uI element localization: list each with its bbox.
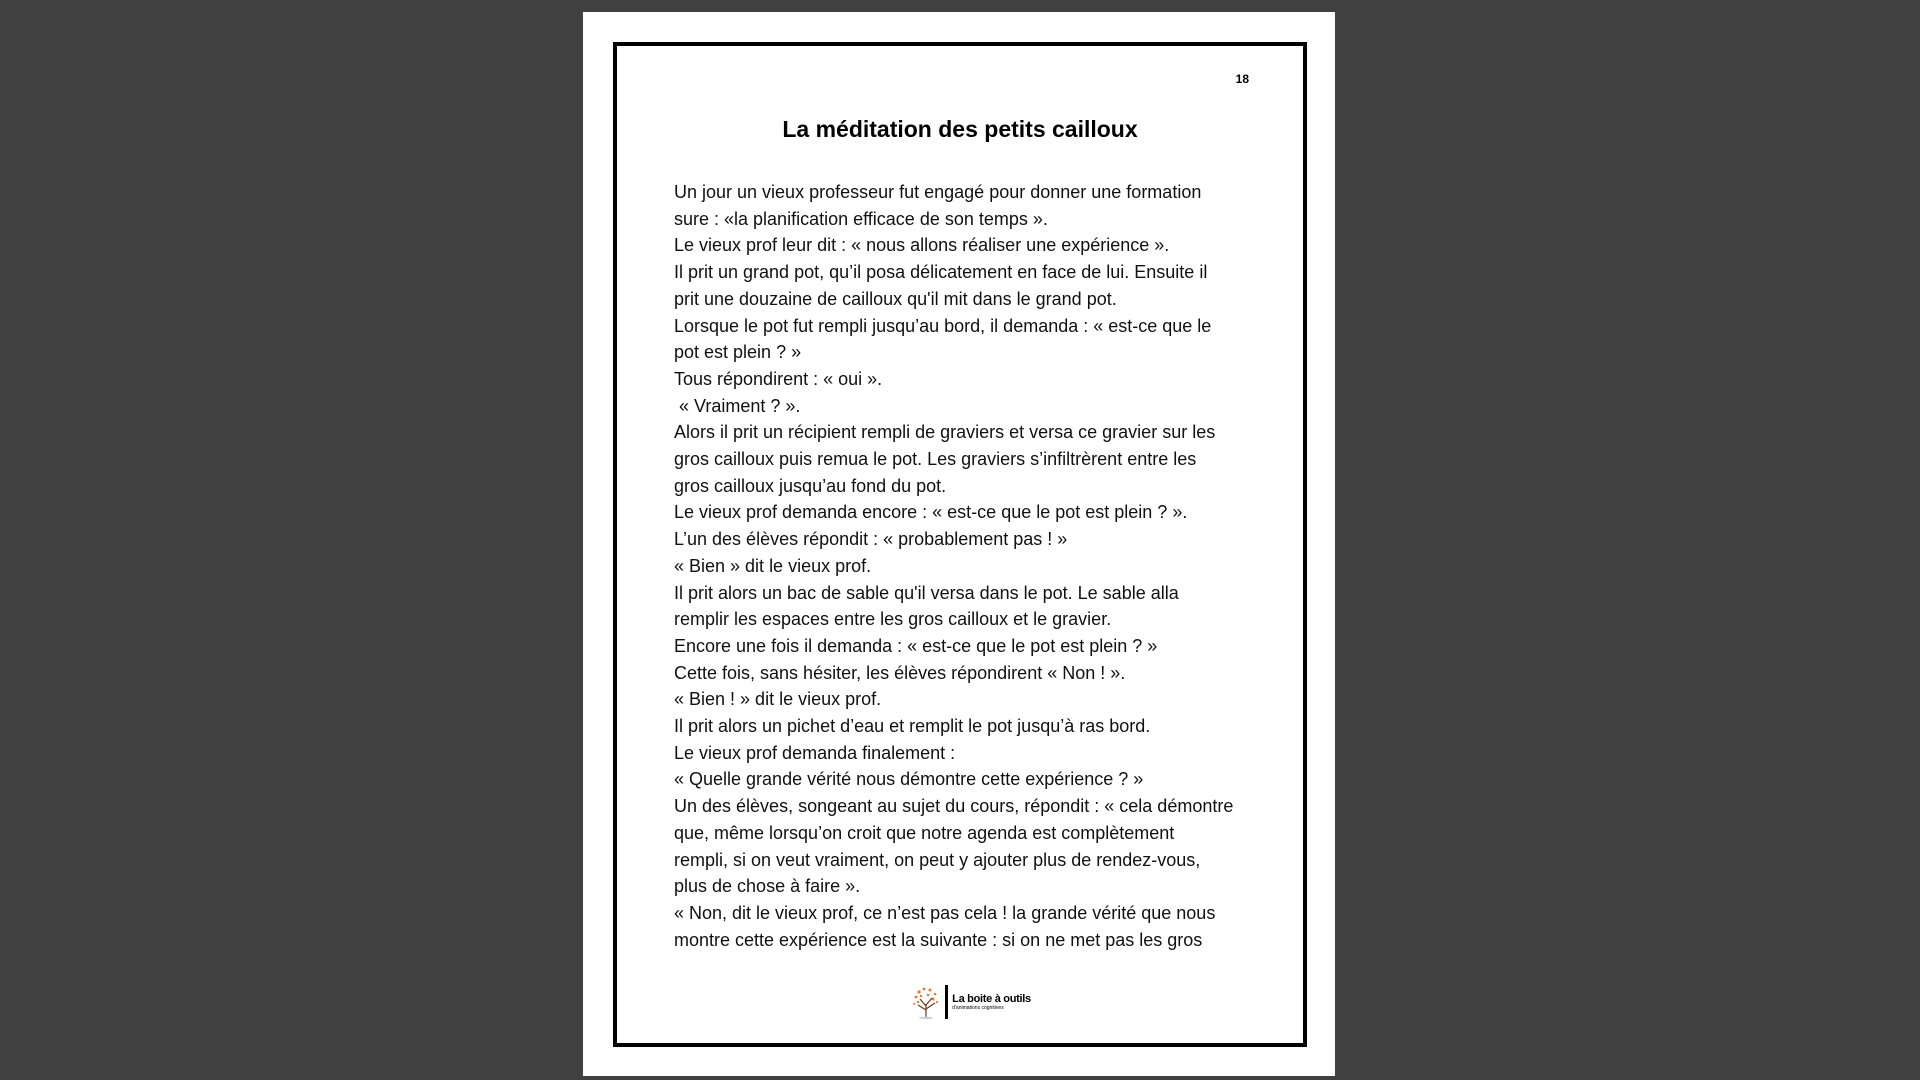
text-line: Le vieux prof demanda finalement : xyxy=(674,742,956,763)
text-line: Il prit alors un pichet d’eau et remplit le pot jusqu’à ras bord. xyxy=(674,716,1151,737)
text-line: « Non, dit le vieux prof, ce n’est pas cela ! la grande vérité que nous xyxy=(674,902,1216,923)
text-line: que, même lorsqu’on croit que notre agenda est complètement xyxy=(674,822,1175,843)
text-line: « Bien » dit le vieux prof. xyxy=(674,555,872,576)
text-line: montre cette expérience est la suivante : si on ne met pas les gros xyxy=(674,929,1203,950)
tree-icon xyxy=(909,984,943,1020)
text-line: Le vieux prof demanda encore : « est-ce que le pot est plein ? ». xyxy=(674,502,1188,523)
page-border xyxy=(613,42,1307,1047)
text-line: Un des élèves, songeant au sujet du cours, répondit : « cela démontre xyxy=(674,796,1234,817)
text-line: plus de chose à faire ». xyxy=(674,876,861,897)
logo-text xyxy=(952,994,1031,1011)
logo-divider xyxy=(945,985,948,1019)
text-line: Il prit alors un bac de sable qu'il versa dans le pot. Le sable alla xyxy=(674,582,1179,603)
text-line: gros cailloux jusqu’au fond du pot. xyxy=(674,475,947,496)
text-line: prit une douzaine de cailloux qu'il mit dans le grand pot. xyxy=(674,288,1117,309)
story-text xyxy=(674,179,1274,953)
text-line: Il prit un grand pot, qu’il posa délicatement en face de lui. Ensuite il xyxy=(674,262,1208,283)
text-line: remplir les espaces entre les gros cailloux et le gravier. xyxy=(674,609,1112,630)
text-line: Tous répondirent : « oui ». xyxy=(674,368,883,389)
text-line: Alors il prit un récipient rempli de graviers et versa ce gravier sur les xyxy=(674,422,1216,443)
text-line: rempli, si on veut vraiment, on peut y ajouter plus de rendez-vous, xyxy=(674,849,1201,870)
text-line: « Vraiment ? ». xyxy=(674,395,801,416)
text-line: L’un des élèves répondit : « probablement pas ! » xyxy=(674,529,1068,550)
text-line: Le vieux prof leur dit : « nous allons réaliser une expérience ». xyxy=(674,235,1170,256)
document-page xyxy=(583,12,1335,1076)
page-number: 18 xyxy=(1235,72,1249,86)
text-line: pot est plein ? » xyxy=(674,342,802,363)
text-line: gros cailloux puis remua le pot. Les graviers s’infiltrèrent entre les xyxy=(674,449,1197,470)
text-line: Un jour un vieux professeur fut engagé pour donner une formation xyxy=(674,182,1202,202)
text-line: Encore une fois il demanda : « est-ce que le pot est plein ? » xyxy=(674,635,1158,656)
page-title: La méditation des petits cailloux xyxy=(782,116,1138,142)
logo-content xyxy=(909,984,1031,1020)
text-line: sure : «la planification efficace de son temps ». xyxy=(674,208,1048,229)
text-line: « Quelle grande vérité nous démontre cette expérience ? » xyxy=(674,769,1144,790)
text-line: « Bien ! » dit le vieux prof. xyxy=(674,689,882,710)
logo-subtitle: d'animations cognitives xyxy=(952,1004,1004,1011)
publisher-logo xyxy=(617,982,1303,1022)
logo-title: La boite à outils xyxy=(952,992,1031,1005)
text-line: Cette fois, sans hésiter, les élèves répondirent « Non ! ». xyxy=(674,662,1126,683)
text-line: Lorsque le pot fut rempli jusqu’au bord, il demanda : « est-ce que le xyxy=(674,315,1212,336)
